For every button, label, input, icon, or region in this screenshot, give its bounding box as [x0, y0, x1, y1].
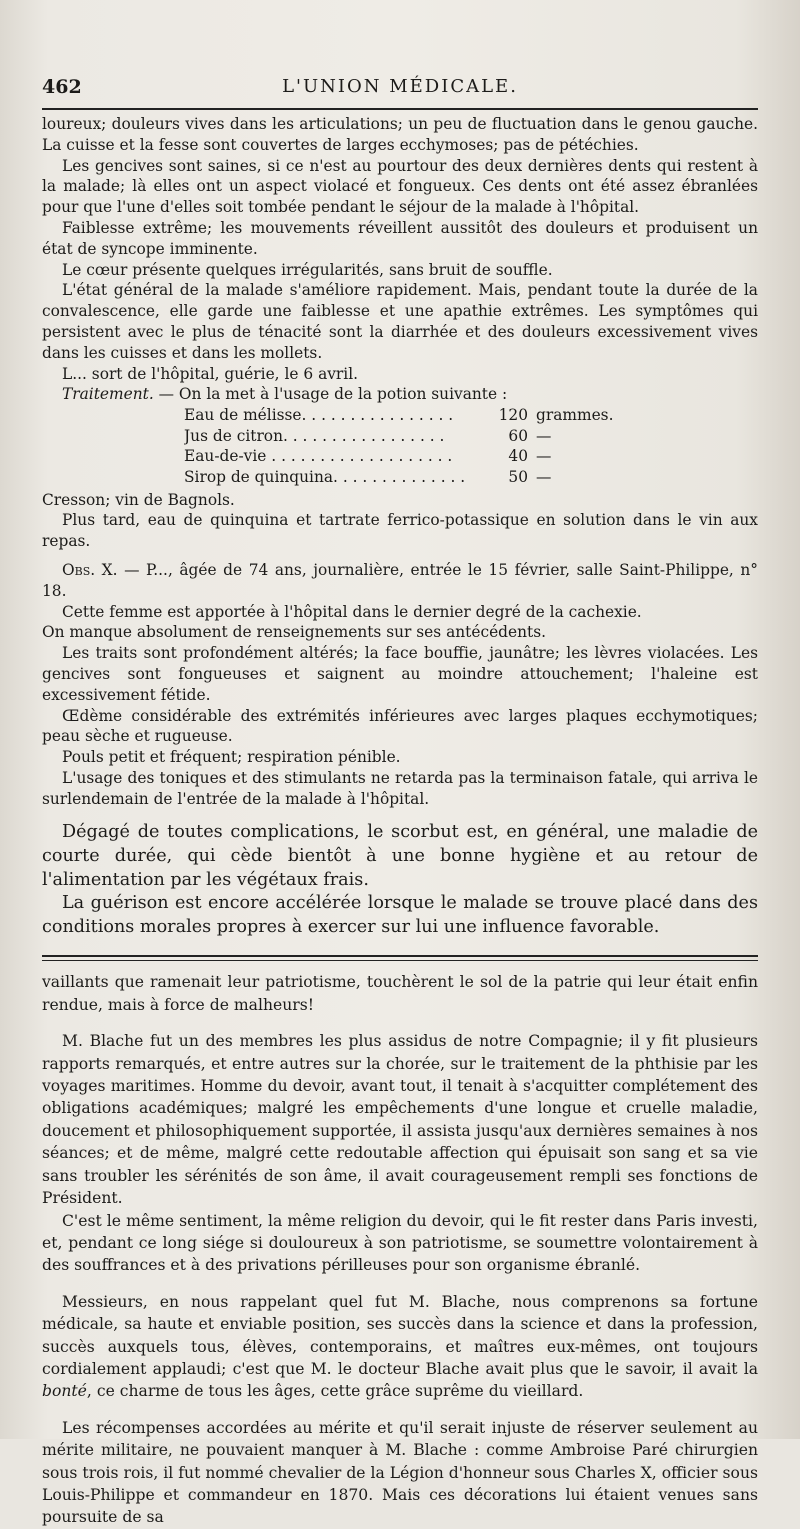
- page-header: [42, 76, 758, 104]
- recipe-unit: —: [536, 467, 552, 486]
- recipe-quantity: 50: [508, 467, 528, 486]
- spacer: [42, 1016, 758, 1030]
- recipe-unit: grammes.: [536, 406, 614, 425]
- recipe-row: [184, 446, 758, 467]
- observation-intro: — P..., âgée de 74 ans, journalière, entrée le 15 février, salle Saint-Philippe, n° 18.: [42, 560, 758, 600]
- paragraph: On manque absolument de renseignements sur ses antécédents.: [42, 623, 547, 642]
- paragraph: La guérison est encore accélérée lorsque le malade se trouve placé dans des conditions morales propres à exercer sur lui une influence favorable.: [42, 893, 758, 937]
- recipe-table: [184, 405, 758, 487]
- paragraph: Les gencives sont saines, si ce n'est au pourtour des deux dernières dents qui restent à la malade; là elles ont un aspect violacé et fongueux. Ces dents ont été assez ébranlées pour que l'une d'elles soit tombée pendant le séjour de la malade à l'hôpital.: [42, 156, 758, 217]
- observation-x: [42, 560, 758, 810]
- eulogy-feuilleton: [42, 971, 758, 1528]
- recipe-ingredient: Eau de mélisse. . . . . . . . . . . . . . . .: [184, 406, 454, 425]
- paragraph: Cresson; vin de Bagnols.: [42, 490, 235, 509]
- page-number: 462: [42, 76, 82, 98]
- paragraph: Les traits sont profondément altérés; la face bouffie, jaunâtre; les lèvres violacées. Les gencives sont fongueuses et saignent au moindre attouchement; l'haleine est excessivement fétide.: [42, 644, 758, 704]
- recipe-row: [184, 405, 758, 426]
- text-run: , ce charme de tous les âges, cette grâce suprême du vieillard.: [86, 1382, 584, 1401]
- spacer: [42, 552, 758, 560]
- paragraph: [42, 1291, 758, 1403]
- paragraph: M. Blache fut un des membres les plus assidus de notre Compagnie; il y fit plusieurs rapports remarqués, et entre autres sur la chorée, sur le traitement de la phthisie par les voyages maritimes. Homme du devoir, avant tout, il tenait à s'acquitter complétement des obligations académiques; malgré les empêchements d'une longue et cruelle maladie, doucement et philosophiquement supportée, il assista jusqu'aux dernières semaines à nos séances; et de même, malgré cette redoutable affection qui épuisait son sang et sa vie sans troubler les sérénités de son âme, il avait courageusement rempli ses fonctions de Président.: [42, 1032, 758, 1208]
- paragraph: Œdème considérable des extrémités inférieures avec larges plaques ecchymotiques; peau sèche et rugueuse.: [42, 706, 758, 746]
- header-rule: [42, 108, 758, 110]
- observation-heading: [42, 560, 758, 602]
- paragraph: vaillants que ramenait leur patriotisme, touchèrent le sol de la patrie qui leur était enfin rendue, mais à force de malheurs!: [42, 973, 758, 1014]
- recipe-ingredient: Sirop de quinquina. . . . . . . . . . . . . .: [184, 467, 466, 486]
- recipe-row: [184, 467, 758, 488]
- emphasis: bonté: [42, 1382, 87, 1401]
- observation-label: Obs. X.: [62, 560, 118, 579]
- treatment-text: — On la met à l'usage de la potion suivante :: [153, 385, 508, 404]
- running-title: L'UNION MÉDICALE.: [282, 76, 518, 97]
- paragraph: Cette femme est apportée à l'hôpital dans le dernier degré de la cachexie.: [62, 602, 642, 621]
- spacer: [42, 1277, 758, 1291]
- recipe-quantity: 60: [508, 426, 528, 445]
- recipe-quantity: 40: [508, 447, 528, 466]
- paragraph: Pouls petit et fréquent; respiration pénible.: [62, 748, 401, 767]
- recipe-unit: —: [536, 447, 552, 466]
- paragraph: L'usage des toniques et des stimulants ne retarda pas la terminaison fatale, qui arriva le surlendemain de l'entrée de la malade à l'hôpital.: [42, 768, 758, 808]
- recipe-row: [184, 426, 758, 447]
- observation-ix: [42, 114, 758, 552]
- paragraph: Le cœur présente quelques irrégularités, sans bruit de souffle.: [62, 260, 553, 279]
- paragraph: Plus tard, eau de quinquina et tartrate ferrico-potassique en solution dans le vin aux repas.: [42, 511, 758, 551]
- paragraph: Faiblesse extrême; les mouvements réveillent aussitôt des douleurs et produisent un état de syncope imminente.: [42, 218, 758, 258]
- paragraph: C'est le même sentiment, la même religion du devoir, qui le fit rester dans Paris investi, et, pendant ce long siége si douloureux à son patriotisme, se soumettre volontairement à des souffrances et à des privations périlleuses pour son organisme ébranlé.: [42, 1211, 758, 1275]
- treatment-label: Traitement.: [62, 385, 154, 404]
- paragraph: Dégagé de toutes complications, le scorbut est, en général, une maladie de courte durée, qui cède bientôt à une bonne hygiène et au retour de l'alimentation par les végétaux frais.: [42, 822, 758, 890]
- treatment-paragraph: [42, 384, 758, 405]
- paragraph: L'état général de la malade s'améliore rapidement. Mais, pendant toute la durée de la convalescence, elle garde une faiblesse et une apathie extrêmes. Les symptômes qui persistent avec le plus de ténacité sont la diarrhée et des douleurs excessivement vives dans les cuisses et dans les mollets.: [42, 281, 758, 362]
- recipe-quantity: 120: [498, 406, 528, 425]
- paragraph: loureux; douleurs vives dans les articulations; un peu de fluctuation dans le genou gauche. La cuisse et la fesse sont couvertes de larges ecchymoses; pas de pétéchies.: [42, 115, 758, 154]
- section-divider: [42, 955, 758, 961]
- spacer: [42, 1403, 758, 1417]
- conclusion: [42, 821, 758, 939]
- recipe-ingredient: Jus de citron. . . . . . . . . . . . . . . . .: [184, 426, 445, 445]
- recipe-ingredient: Eau-de-vie . . . . . . . . . . . . . . . . . . .: [184, 447, 453, 466]
- paragraph: L... sort de l'hôpital, guérie, le 6 avril.: [62, 364, 359, 383]
- recipe-unit: —: [536, 426, 552, 445]
- paragraph: Les récompenses accordées au mérite et qu'il serait injuste de réserver seulement au mérite militaire, ne pouvaient manquer à M. Blache : comme Ambroise Paré chirurgien sous trois rois, il fut nommé chevalier de la Légion d'honneur sous Charles X, officier sous Louis-Philippe et commandeur en 1870. Mais ces décorations lui étaient venues sans poursuite de sa: [42, 1418, 758, 1527]
- text-run: Messieurs, en nous rappelant quel fut M. Blache, nous comprenons sa fortune médicale, sa haute et enviable position, ses succès dans la science et dans la profession, succès auxquels tous, élèves, contemporains, et maîtres eux-mêmes, ont toujours cordialement applaudi; c'est que M. le docteur Blache avait plus que le savoir, il avait la: [42, 1292, 758, 1378]
